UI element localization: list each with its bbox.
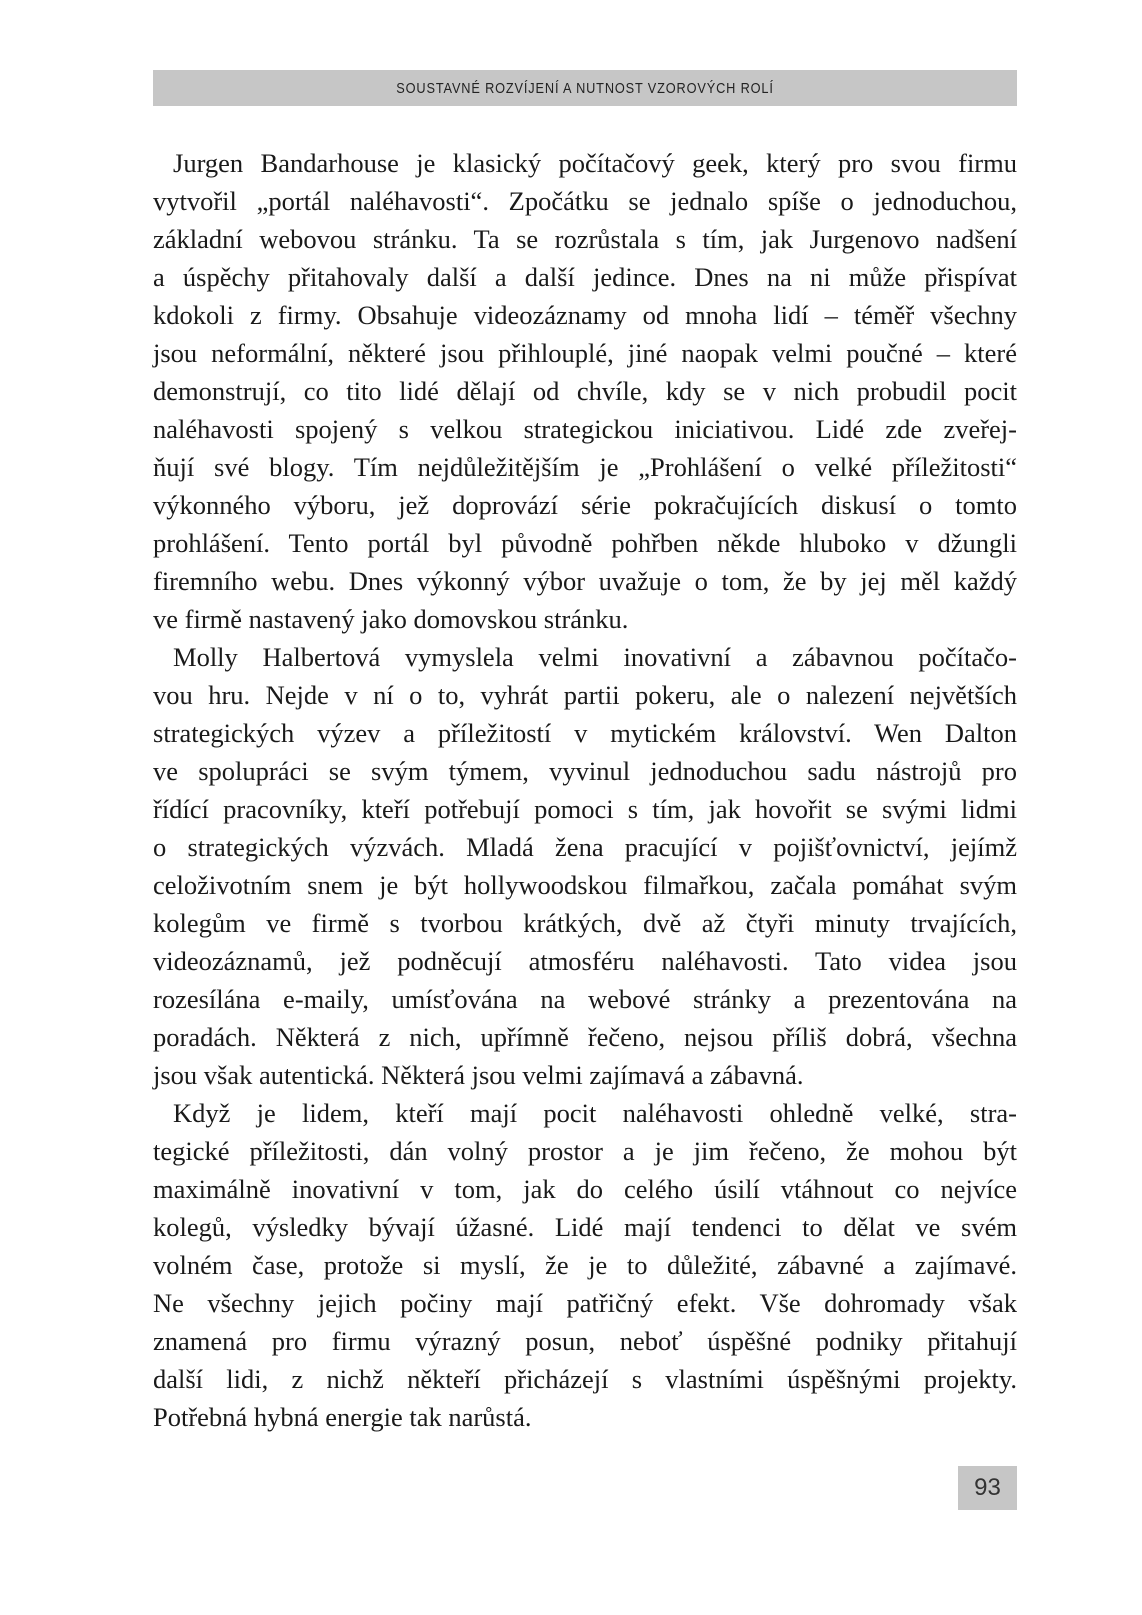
text-line: jsou neformální, některé jsou přihlouplé, jiné naopak velmi poučné – které (153, 338, 1017, 368)
text-line: vytvořil „portál naléhavosti“. Zpočátku se jednalo spíše o jednoduchou, (153, 186, 1017, 216)
text-line: tegické příležitosti, dán volný prostor a je jim řečeno, že mohou být (153, 1136, 1017, 1166)
text-line: prohlášení. Tento portál byl původně pohřben někde hluboko v džungli (153, 528, 1017, 558)
text-line: strategických výzev a příležitostí v mytickém království. Wen Dalton (153, 718, 1017, 748)
text-line: naléhavosti spojený s velkou strategickou iniciativou. Lidé zde zveřej- (153, 414, 1017, 444)
text-line: celoživotním snem je být hollywoodskou filmařkou, začala pomáhat svým (153, 870, 1017, 900)
text-line: ňují své blogy. Tím nejdůležitějším je „Prohlášení o velké příležitosti“ (153, 452, 1017, 482)
text-line: ve spolupráci se svým týmem, vyvinul jednoduchou sadu nástrojů pro (153, 756, 1017, 786)
text-line: videozáznamů, jež podněcují atmosféru naléhavosti. Tato videa jsou (153, 946, 1017, 976)
text-line: Potřebná hybná energie tak narůstá. (153, 1402, 532, 1432)
text-line: další lidi, z nichž někteří přicházejí s vlastními úspěšnými projekty. (153, 1364, 1017, 1394)
text-line: řídící pracovníky, kteří potřebují pomoci s tím, jak hovořit se svými lidmi (153, 794, 1017, 824)
text-line: o strategických výzvách. Mladá žena pracující v pojišťovnictví, jejímž (153, 832, 1017, 862)
text-line: poradách. Některá z nich, upřímně řečeno, nejsou příliš dobrá, všechna (153, 1022, 1017, 1052)
paragraph (153, 638, 1017, 1094)
paragraph (153, 144, 1017, 638)
text-line: a úspěchy přitahovaly další a další jedince. Dnes na ni může přispívat (153, 262, 1017, 292)
text-line: výkonného výboru, jež doprovází série pokračujících diskusí o tomto (153, 490, 1017, 520)
running-header-title: SOUSTAVNÉ ROZVÍJENÍ A NUTNOST VZOROVÝCH ROLÍ (396, 79, 774, 97)
text-line: Ne všechny jejich počiny mají patřičný efekt. Vše dohromady však (153, 1288, 1017, 1318)
text-line: vou hru. Nejde v ní o to, vyhrát partii pokeru, ale o nalezení největších (153, 680, 1017, 710)
text-line: firemního webu. Dnes výkonný výbor uvažuje o tom, že by jej měl každý (153, 566, 1017, 596)
page-number: 93 (958, 1466, 1017, 1510)
paragraph (153, 1094, 1017, 1436)
text-line: znamená pro firmu výrazný posun, neboť úspěšné podniky přitahují (153, 1326, 1017, 1356)
text-line: kolegů, výsledky bývají úžasné. Lidé mají tendenci to dělat ve svém (153, 1212, 1017, 1242)
text-line: volném čase, protože si myslí, že je to důležité, zábavné a zajímavé. (153, 1250, 1017, 1280)
running-header (153, 70, 1017, 106)
text-line: Jurgen Bandarhouse je klasický počítačový geek, který pro svou firmu (173, 148, 1017, 178)
text-line: rozesílána e-maily, umísťována na webové stránky a prezentována na (153, 984, 1017, 1014)
text-line: maximálně inovativní v tom, jak do celého úsilí vtáhnout co nejvíce (153, 1174, 1017, 1204)
text-line: demonstrují, co tito lidé dělají od chvíle, kdy se v nich probudil pocit (153, 376, 1017, 406)
body-text (153, 144, 1017, 1436)
text-line: kolegům ve firmě s tvorbou krátkých, dvě až čtyři minuty trvajících, (153, 908, 1017, 938)
text-line: ve firmě nastavený jako domovskou stránku. (153, 604, 629, 634)
text-line: základní webovou stránku. Ta se rozrůstala s tím, jak Jurgenovo nadšení (153, 224, 1017, 254)
text-line: jsou však autentická. Některá jsou velmi zajímavá a zábavná. (153, 1060, 804, 1090)
text-line: Molly Halbertová vymyslela velmi inovativní a zábavnou počítačo- (173, 642, 1017, 672)
text-line: Když je lidem, kteří mají pocit naléhavosti ohledně velké, stra- (173, 1098, 1017, 1128)
text-line: kdokoli z firmy. Obsahuje videozáznamy od mnoha lidí – téměř všechny (153, 300, 1017, 330)
